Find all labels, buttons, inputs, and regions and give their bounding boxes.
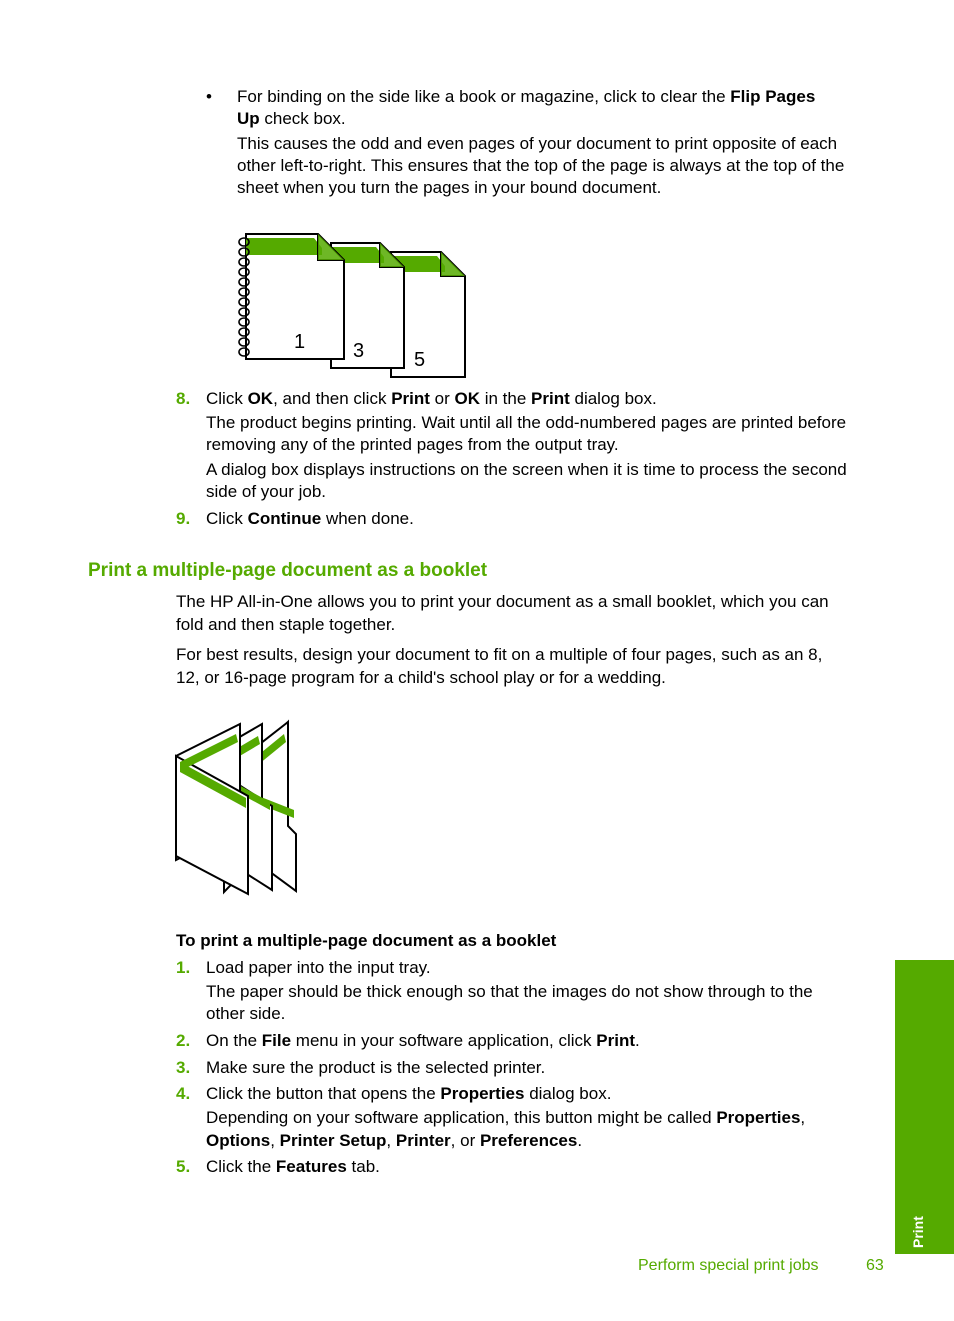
booklet-page-front [176,724,248,894]
step-4-text: Click the button that opens the Properties dialog box. [206,1084,612,1103]
step-3-text: Make sure the product is the selected printer. [206,1058,546,1077]
procedure-title: To print a multiple-page document as a booklet [176,931,557,950]
section-heading: Print a multiple-page document as a booklet [88,560,488,581]
bullet-marker: • [206,87,212,106]
chapter-side-tab-label: Print [910,1216,926,1248]
step-4-sub-line: Options, Printer Setup, Printer, or Preferences. [206,1131,583,1150]
bound-pages-figure [234,230,470,382]
bullet-para-line: sheet when you turn the pages in your bound document. [237,178,662,197]
step-8-para-line: A dialog box displays instructions on the screen when it is time to process the second [206,460,847,479]
step-2-text: On the File menu in your software application, click Print. [206,1031,640,1050]
step-8-para-line: The product begins printing. Wait until all the odd-numbered pages are printed before [206,413,847,432]
bullet-line-1: For binding on the side like a book or magazine, click to clear the Flip Pages [237,87,816,106]
section-para-line: The HP All-in-One allows you to print your document as a small booklet, which you can [176,592,829,611]
footer-page-number: 63 [866,1257,884,1274]
step-5-text: Click the Features tab. [206,1157,380,1176]
step-number: 2. [176,1031,191,1050]
step-1-sub-line: other side. [206,1004,286,1023]
chapter-side-tab [895,960,954,1254]
step-number: 9. [176,509,191,528]
section-para-line: fold and then staple together. [176,615,396,634]
booklet-figure [172,718,304,898]
page-number-1: 1 [294,331,306,353]
step-number: 1. [176,958,191,977]
step-number: 3. [176,1058,191,1077]
step-1-sub-line: The paper should be thick enough so that the images do not show through to the [206,982,813,1001]
step-number: 8. [176,389,191,408]
bullet-para-line: This causes the odd and even pages of your document to print opposite of each [237,134,838,153]
step-8-para-line: side of your job. [206,482,327,501]
step-number: 5. [176,1157,191,1176]
step-8-text: Click OK, and then click Print or OK in the Print dialog box. [206,389,657,408]
step-1-text: Load paper into the input tray. [206,958,431,977]
section-para-line: For best results, design your document to fit on a multiple of four pages, such as an 8, [176,645,823,664]
page-number-3: 3 [353,340,365,362]
bullet-line-2: Up check box. [237,109,346,128]
step-9-text: Click Continue when done. [206,509,414,528]
section-para-line: 12, or 16-page program for a child's school play or for a wedding. [176,668,666,687]
bullet-para-line: other left-to-right. This ensures that the top of the page is always at the top of the [237,156,845,175]
step-number: 4. [176,1084,191,1103]
footer-section-title: Perform special print jobs [638,1257,819,1274]
step-4-sub-line: Depending on your software application, this button might be called Properties, [206,1108,806,1127]
page-number-5: 5 [414,349,426,371]
step-8-para-line: removing any of the printed pages from the output tray. [206,435,619,454]
